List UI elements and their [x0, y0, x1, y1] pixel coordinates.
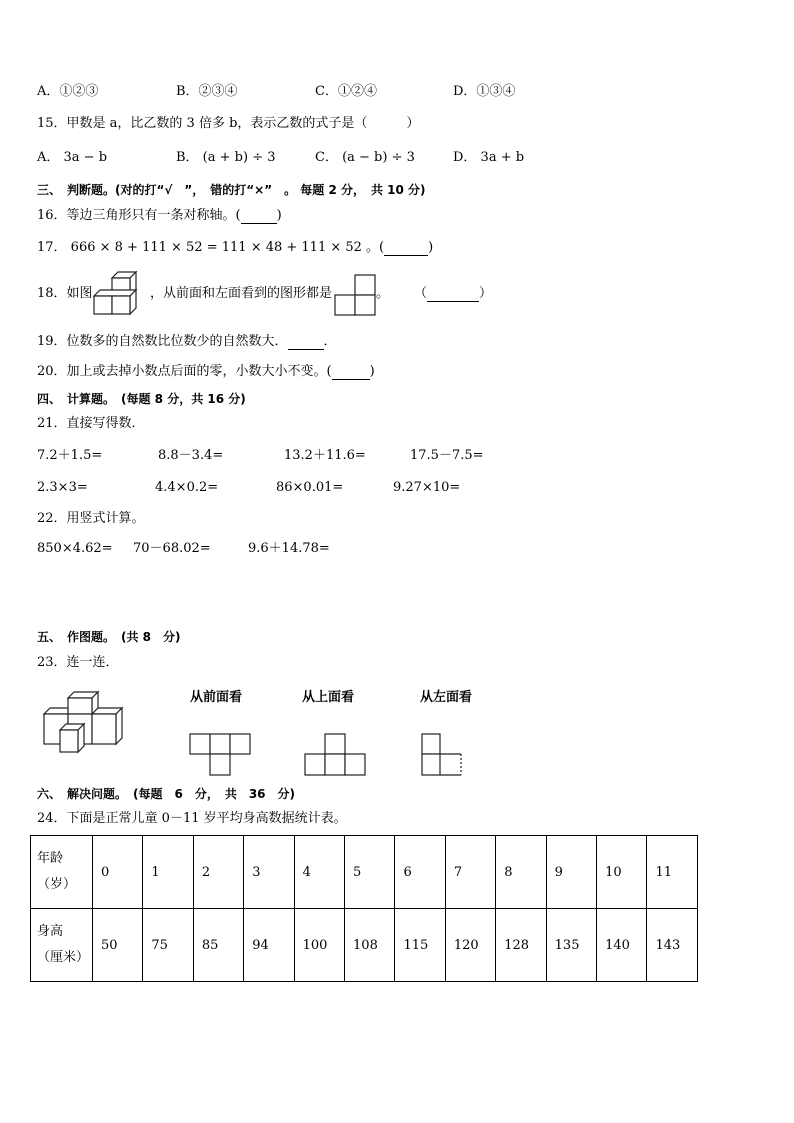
age-header-unit: （岁） — [37, 877, 77, 892]
q16-answer-blank[interactable] — [241, 211, 277, 224]
q19-line — [37, 334, 337, 350]
q21-r1-c1: 7.2＋1.5= — [37, 448, 103, 463]
q18-cube-figure — [94, 268, 150, 318]
height-cell: 108 — [345, 909, 395, 982]
q21-stem: 21．直接写得数． — [37, 416, 145, 431]
q21-r1-c4: 17.5－7.5= — [410, 448, 484, 463]
q22-item-1: 850×4.62= — [37, 541, 113, 556]
q21-r2-c1: 2.3×3= — [37, 480, 88, 495]
age-cell: 7 — [445, 836, 495, 909]
q14-option-a: A．①②③ — [37, 84, 99, 99]
q18-answer — [414, 286, 492, 302]
age-cell: 0 — [93, 836, 143, 909]
q23-front-view[interactable] — [190, 733, 252, 777]
height-header-cell — [31, 909, 93, 982]
q21-r1-c2: 8.8－3.4= — [158, 448, 224, 463]
q15-option-c: C． (a − b) ÷ 3 — [315, 150, 415, 165]
q18-answer-blank[interactable] — [427, 289, 479, 302]
age-cell: 5 — [345, 836, 395, 909]
height-cell: 128 — [496, 909, 546, 982]
height-cell: 135 — [546, 909, 596, 982]
q19-text: 19．位数多的自然数比位数少的自然数大． — [37, 334, 288, 349]
height-cell: 143 — [647, 909, 698, 982]
q23-label-front: 从前面看 — [190, 690, 243, 705]
section-5-title: 五、 作图题。 (共 8 分) — [37, 630, 181, 644]
q21-r2-c3: 86×0.01= — [276, 480, 344, 495]
q23-cube-figure — [44, 690, 128, 754]
q24-stem: 24．下面是正常儿童 0－11 岁平均身高数据统计表。 — [37, 811, 347, 826]
age-cell: 10 — [597, 836, 647, 909]
q23-label-left: 从左面看 — [420, 690, 473, 705]
q15-option-b: B． (a + b) ÷ 3 — [176, 150, 276, 165]
age-cell: 11 — [647, 836, 698, 909]
q21-r2-c2: 4.4×0.2= — [155, 480, 219, 495]
age-cell: 9 — [546, 836, 596, 909]
age-cell: 4 — [294, 836, 344, 909]
q19-answer-blank[interactable] — [288, 337, 324, 350]
height-header-label: 身高 — [37, 924, 64, 939]
height-cell: 50 — [93, 909, 143, 982]
q17-text: 17． 666 × 8 + 111 × 52 = 111 × 48 + 111 × 52 。( — [37, 240, 385, 255]
q18-text-c: 。 — [376, 286, 390, 301]
q21-r1-c3: 13.2＋11.6= — [284, 448, 366, 463]
height-cell: 115 — [395, 909, 445, 982]
height-data-table — [30, 835, 698, 982]
q20-line — [37, 364, 375, 380]
q15-option-a: A． 3a − b — [37, 150, 108, 165]
q15-stem: 15．甲数是 a，比乙数的 3 倍多 b，表示乙数的式子是（ ） — [37, 116, 420, 131]
height-cell: 100 — [294, 909, 344, 982]
age-header-label: 年龄 — [37, 851, 64, 866]
section-6-title: 六、 解决问题。 (每题 6 分， 共 36 分) — [37, 787, 296, 801]
q22-item-2: 70－68.02= — [133, 541, 211, 556]
q16-line — [37, 208, 282, 224]
table-row-age — [31, 836, 698, 909]
q22-item-3: 9.6＋14.78= — [248, 541, 330, 556]
q19-end: ． — [323, 334, 337, 349]
q18-close: ） — [479, 286, 493, 301]
q20-close: ) — [369, 364, 375, 379]
height-cell: 140 — [597, 909, 647, 982]
height-cell: 85 — [193, 909, 243, 982]
table-row-height — [31, 909, 698, 982]
age-cell: 2 — [193, 836, 243, 909]
height-cell: 75 — [143, 909, 193, 982]
q23-stem: 23．连一连． — [37, 655, 119, 670]
age-cell: 1 — [143, 836, 193, 909]
q16-close: ) — [276, 208, 282, 223]
q18-text-b: ，从前面和左面看到的图形都是 — [150, 286, 333, 301]
q23-label-top: 从上面看 — [302, 690, 355, 705]
q20-text: 20．加上或去掉小数点后面的零，小数大小不变。( — [37, 364, 332, 379]
q18-view-figure — [335, 274, 377, 316]
q14-option-d: D．①③④ — [453, 84, 516, 99]
q23-left-view[interactable] — [421, 733, 467, 777]
section-4-title: 四、 计算题。 (每题 8 分，共 16 分) — [37, 392, 246, 406]
q17-close: ) — [428, 240, 434, 255]
q22-stem: 22．用竖式计算。 — [37, 511, 145, 526]
q17-line — [37, 240, 433, 256]
age-cell: 6 — [395, 836, 445, 909]
q15-option-d: D． 3a + b — [453, 150, 525, 165]
q21-r2-c4: 9.27×10= — [393, 480, 461, 495]
age-cell: 3 — [244, 836, 294, 909]
q18-open: （ — [414, 286, 428, 301]
height-header-unit: （厘米） — [37, 950, 90, 965]
q18-text-a: 18．如图 — [37, 286, 93, 301]
age-header-cell — [31, 836, 93, 909]
q14-option-b: B．②③④ — [176, 84, 238, 99]
q14-option-c: C．①②④ — [315, 84, 377, 99]
section-3-title: 三、 判断题。(对的打“√ ”， 错的打“×” 。 每题 2 分， 共 10 分) — [37, 183, 426, 197]
q16-text: 16．等边三角形只有一条对称轴。( — [37, 208, 241, 223]
q20-answer-blank[interactable] — [332, 367, 370, 380]
height-cell: 94 — [244, 909, 294, 982]
height-cell: 120 — [445, 909, 495, 982]
q17-answer-blank[interactable] — [384, 243, 428, 256]
age-cell: 8 — [496, 836, 546, 909]
q23-top-view[interactable] — [304, 733, 368, 777]
